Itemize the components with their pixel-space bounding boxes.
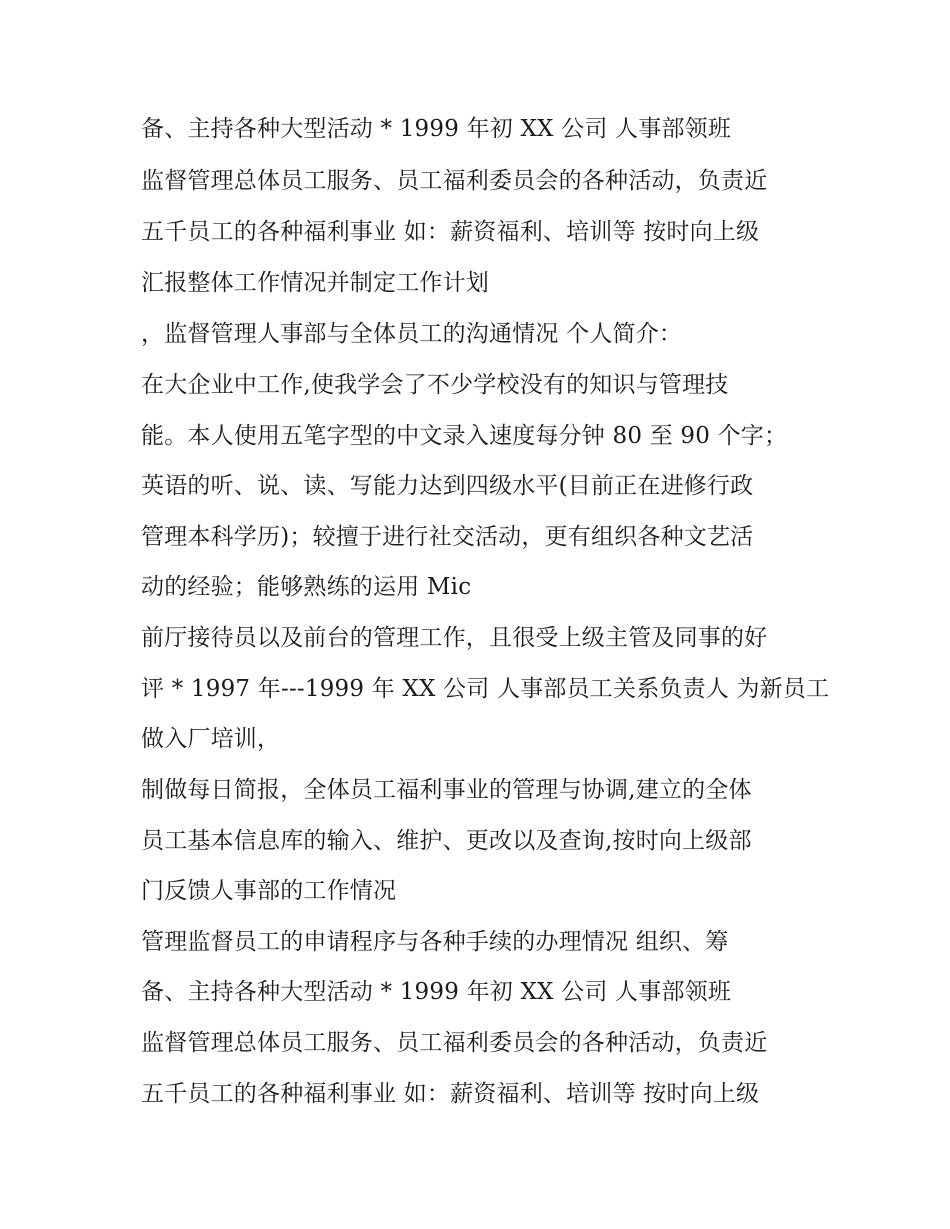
text-line: 监督管理总体员工服务、员工福利委员会的各种活动，负责近 (141, 168, 768, 194)
text-line: 门反馈人事部的工作情况 (141, 878, 397, 904)
text-line: 能。本人使用五笔字型的中文录入速度每分钟 80 至 90 个字； (141, 423, 788, 449)
text-line: 监督管理总体员工服务、员工福利委员会的各种活动，负责近 (141, 1030, 768, 1056)
text-line: 在大企业中工作,使我学会了不少学校没有的知识与管理技 (141, 372, 729, 398)
text-line: 管理监督员工的申请程序与各种手续的办理情况 组织、筹 (141, 929, 729, 955)
text-line: 英语的听、说、读、写能力达到四级水平(目前正在进修行政 (141, 473, 754, 499)
text-line: 制做每日简报，全体员工福利事业的管理与协调,建立的全体 (141, 777, 752, 803)
text-line: 前厅接待员以及前台的管理工作，且很受上级主管及同事的好 (141, 625, 768, 651)
text-line: 员工基本信息库的输入、维护、更改以及查询,按时向上级部 (141, 828, 752, 854)
text-line: 管理本科学历)；较擅于进行社交活动，更有组织各种文艺活 (141, 524, 754, 550)
text-line: 汇报整体工作情况并制定工作计划 (141, 270, 489, 296)
text-line: 做入厂培训， (141, 726, 281, 752)
text-line: 备、主持各种大型活动 * 1999 年初 XX 公司 人事部领班 (141, 979, 732, 1005)
text-line: 五千员工的各种福利事业 如：薪资福利、培训等 按时向上级 (141, 1081, 760, 1107)
text-line: 评 * 1997 年---1999 年 XX 公司 人事部员工关系负责人 为新员工 (141, 676, 830, 702)
text-line: 动的经验；能够熟练的运用 Mic (141, 574, 472, 600)
text-line: 备、主持各种大型活动 * 1999 年初 XX 公司 人事部领班 (141, 116, 732, 142)
text-line: 五千员工的各种福利事业 如：薪资福利、培训等 按时向上级 (141, 219, 760, 245)
text-line: ，监督管理人事部与全体员工的沟通情况 个人简介： (141, 321, 683, 347)
